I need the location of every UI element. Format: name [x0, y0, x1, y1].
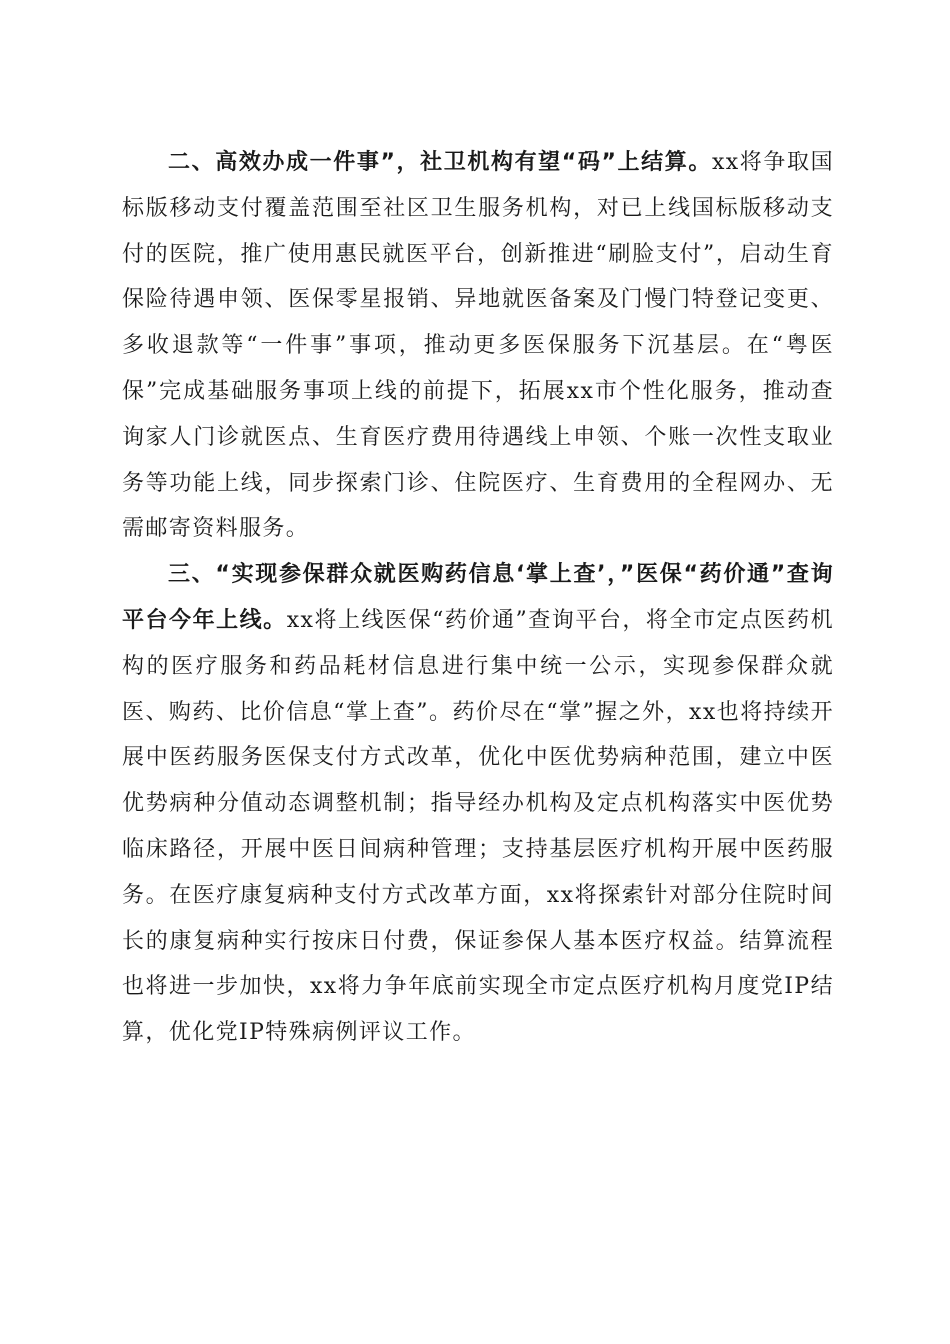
paragraph-3: [122, 552, 834, 1056]
paragraph-3-body: xx将上线医保“药价通”查询平台，将全市定点医药机构的医疗服务和药品耗材信息进行集中统一公示，实现参保群众就医、购药、比价信息“掌上查”。药价尽在“掌”握之外，xx也将持续开展中医药服务医保支付方式改革，优化中医优势病种范围，建立中医优势病种分值动态调整机制；指导经办机构及定点机构落实中医优势临床路径，开展中医日间病种管理；支持基层医疗机构开展中医药服务。在医疗康复病种支付方式改革方面，xx将探索针对部分住院时间长的康复病种实行按床日付费，保证参保人基本医疗权益。结算流程也将进一步加快，xx将力争年底前实现全市定点医疗机构月度党IP结算，优化党IP特殊病例评议工作。: [122, 607, 834, 1046]
document-page: [122, 140, 834, 1056]
paragraph-2-body: xx将争取国标版移动支付覆盖范围至社区卫生服务机构，对已上线国标版移动支付的医院，推广使用惠民就医平台，创新推进“刷脸支付”，启动生育保险待遇申领、医保零星报销、异地就医备案及门慢门特登记变更、多收退款等“一件事”事项，推动更多医保服务下沉基层。在“粤医保”完成基础服务事项上线的前提下，拓展xx市个性化服务，推动查询家人门诊就医点、生育医疗费用待遇线上申领、个账一次性支取业务等功能上线，同步探索门诊、住院医疗、生育费用的全程网办、无需邮寄资料服务。: [122, 150, 834, 542]
paragraph-2-heading: 二、高效办成一件事”，社卫机构有望“码”上结算。: [168, 150, 712, 175]
paragraph-2: [122, 140, 834, 552]
paragraph-3-heading: 三、“实现参保群众就医购药信息‘掌上查’，”医保“药价通”查询平台今年上线。: [122, 562, 834, 633]
